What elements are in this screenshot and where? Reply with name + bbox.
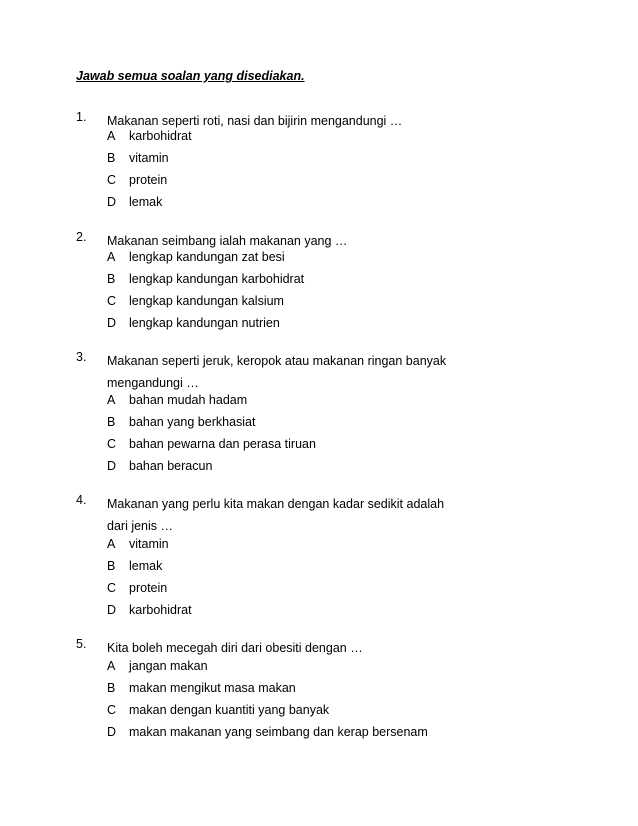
- option-letter: A: [107, 129, 116, 143]
- option-letter: A: [107, 250, 116, 264]
- option-text: protein: [129, 173, 168, 187]
- option-a: [107, 659, 208, 673]
- option-d: [107, 725, 428, 739]
- question-text-line: dari jenis …: [107, 519, 173, 533]
- option-a: [107, 393, 247, 407]
- option-letter: C: [107, 173, 117, 187]
- option-text: vitamin: [129, 537, 169, 551]
- option-letter: A: [107, 659, 116, 673]
- option-letter: D: [107, 316, 117, 330]
- option-a: [107, 250, 285, 264]
- option-b: [107, 415, 255, 429]
- option-a: [107, 129, 192, 143]
- option-text: karbohidrat: [129, 129, 192, 143]
- option-letter: C: [107, 437, 117, 451]
- question-text: [107, 637, 363, 659]
- option-d: [107, 316, 280, 330]
- instruction-heading: Jawab semua soalan yang disediakan.: [76, 69, 305, 83]
- option-text: makan mengikut masa makan: [129, 681, 296, 695]
- question-number: 1.: [76, 110, 87, 124]
- option-letter: A: [107, 393, 116, 407]
- option-c: [107, 173, 167, 187]
- option-text: lengkap kandungan kalsium: [129, 294, 284, 308]
- option-text: makan dengan kuantiti yang banyak: [129, 703, 330, 717]
- option-letter: B: [107, 272, 116, 286]
- option-letter: B: [107, 681, 116, 695]
- option-a: [107, 537, 169, 551]
- option-b: [107, 681, 296, 695]
- option-c: [107, 437, 316, 451]
- option-b: [107, 272, 304, 286]
- option-d: [107, 459, 212, 473]
- option-text: lengkap kandungan karbohidrat: [129, 272, 305, 286]
- option-letter: A: [107, 537, 116, 551]
- question-number: 5.: [76, 637, 87, 651]
- option-text: bahan pewarna dan perasa tiruan: [129, 437, 316, 451]
- question-text: [107, 493, 444, 537]
- option-text: protein: [129, 581, 168, 595]
- option-d: [107, 603, 192, 617]
- option-letter: D: [107, 459, 117, 473]
- option-text: lemak: [129, 559, 163, 573]
- option-letter: B: [107, 559, 116, 573]
- option-letter: C: [107, 703, 117, 717]
- option-letter: C: [107, 294, 117, 308]
- option-letter: D: [107, 603, 117, 617]
- question-text-line: mengandungi …: [107, 376, 199, 390]
- question-number: 3.: [76, 350, 87, 364]
- question-text-line: Makanan seperti jeruk, keropok atau makanan ringan banyak: [107, 354, 447, 368]
- option-text: lengkap kandungan zat besi: [129, 250, 285, 264]
- option-c: [107, 294, 284, 308]
- option-text: karbohidrat: [129, 603, 192, 617]
- option-text: lengkap kandungan nutrien: [129, 316, 280, 330]
- question-text-line: Makanan yang perlu kita makan dengan kadar sedikit adalah: [107, 497, 445, 511]
- option-letter: D: [107, 725, 117, 739]
- option-c: [107, 703, 329, 717]
- option-text: makan makanan yang seimbang dan kerap bersenam: [129, 725, 428, 739]
- question-number: 2.: [76, 230, 87, 244]
- option-text: lemak: [129, 195, 163, 209]
- option-b: [107, 559, 162, 573]
- question-number: 4.: [76, 493, 87, 507]
- question-text: [107, 230, 347, 252]
- option-text: bahan mudah hadam: [129, 393, 248, 407]
- option-d: [107, 195, 162, 209]
- question-text-line: Makanan seimbang ialah makanan yang …: [107, 234, 348, 248]
- option-text: bahan yang berkhasiat: [129, 415, 256, 429]
- option-letter: B: [107, 151, 116, 165]
- question-text: [107, 350, 446, 394]
- option-letter: D: [107, 195, 117, 209]
- option-text: bahan beracun: [129, 459, 213, 473]
- question-text-line: Makanan seperti roti, nasi dan bijirin mengandungi …: [107, 114, 403, 128]
- option-letter: C: [107, 581, 117, 595]
- question-text-line: Kita boleh mecegah diri dari obesiti dengan …: [107, 641, 363, 655]
- option-text: vitamin: [129, 151, 169, 165]
- option-letter: B: [107, 415, 116, 429]
- option-c: [107, 581, 167, 595]
- option-text: jangan makan: [129, 659, 208, 673]
- option-b: [107, 151, 169, 165]
